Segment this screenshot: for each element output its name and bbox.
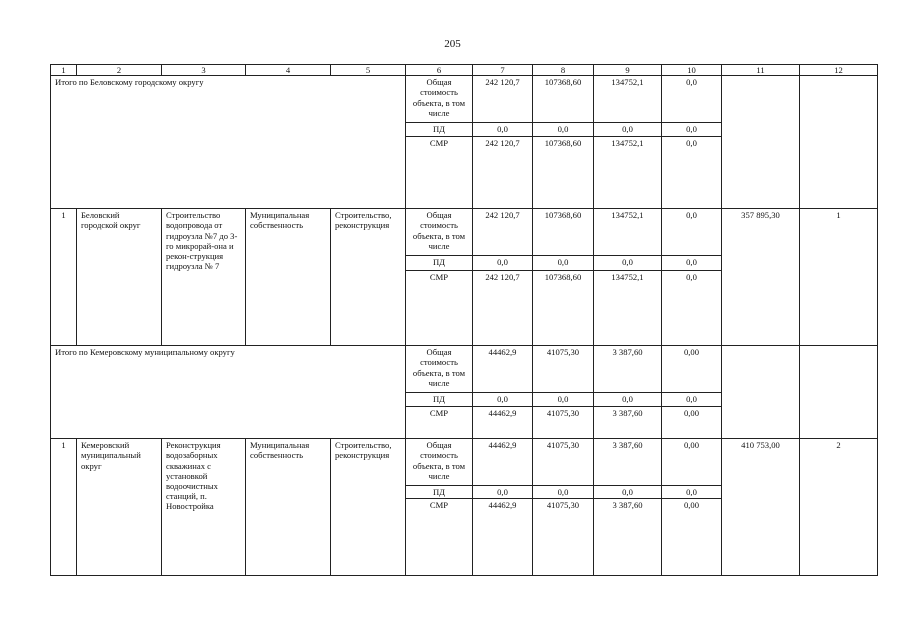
value-cell: 0,0	[662, 76, 722, 123]
header-cell: 2	[77, 65, 162, 76]
cost-type-cell: СМР	[406, 136, 473, 208]
total-row	[51, 76, 878, 123]
value-cell: 134752,1	[594, 76, 662, 123]
work-type-cell: Строительство, реконструкция	[331, 439, 406, 576]
value-cell: 134752,1	[594, 209, 662, 255]
value-cell: 1	[800, 209, 878, 346]
total-label: Итого по Кемеровскому муниципальному округу	[51, 346, 406, 439]
value-cell: 410 753,00	[722, 439, 800, 576]
value-cell: 3 387,60	[594, 439, 662, 485]
value-cell: 242 120,7	[473, 209, 533, 255]
value-cell: 242 120,7	[473, 136, 533, 208]
value-cell: 107368,60	[533, 136, 594, 208]
value-cell: 41075,30	[533, 439, 594, 485]
cost-type-cell: ПД	[406, 392, 473, 406]
object-row	[51, 209, 878, 255]
object-row	[51, 439, 878, 485]
value-cell: 0,0	[662, 271, 722, 346]
value-cell: 0,0	[662, 485, 722, 499]
cost-type-cell: ПД	[406, 122, 473, 136]
header-cell: 4	[246, 65, 331, 76]
value-cell: 0,0	[662, 136, 722, 208]
cost-type-cell: СМР	[406, 499, 473, 576]
value-cell: 0,0	[473, 122, 533, 136]
value-cell: 41075,30	[533, 499, 594, 576]
value-cell: 0,00	[662, 346, 722, 392]
value-cell: 41075,30	[533, 346, 594, 392]
value-cell: 0,0	[533, 122, 594, 136]
cost-type-cell: Общая стоимость объекта, в том числе	[406, 76, 473, 123]
row-number: 1	[51, 209, 77, 346]
value-cell: 0,00	[662, 406, 722, 439]
cost-type-cell: ПД	[406, 485, 473, 499]
value-cell: 0,0	[662, 209, 722, 255]
district-cell: Кемеровский муниципальный округ	[77, 439, 162, 576]
value-cell: 0,0	[473, 392, 533, 406]
cost-type-cell: ПД	[406, 255, 473, 271]
header-cell: 7	[473, 65, 533, 76]
value-cell: 3 387,60	[594, 346, 662, 392]
column-number-row	[51, 65, 878, 76]
empty-cell	[722, 346, 800, 439]
ownership-cell: Муниципальная собственность	[246, 209, 331, 346]
value-cell: 41075,30	[533, 406, 594, 439]
page-number: 205	[444, 38, 461, 50]
value-cell: 0,0	[473, 255, 533, 271]
empty-cell	[722, 76, 800, 209]
value-cell: 0,00	[662, 439, 722, 485]
value-cell: 357 895,30	[722, 209, 800, 346]
value-cell: 0,0	[594, 392, 662, 406]
cost-type-cell: СМР	[406, 271, 473, 346]
header-cell: 6	[406, 65, 473, 76]
value-cell: 107368,60	[533, 271, 594, 346]
work-type-cell: Строительство, реконструкция	[331, 209, 406, 346]
ownership-cell: Муниципальная собственность	[246, 439, 331, 576]
value-cell: 0,0	[594, 255, 662, 271]
value-cell: 0,0	[533, 485, 594, 499]
cost-type-cell: Общая стоимость объекта, в том числе	[406, 439, 473, 485]
empty-cell	[800, 346, 878, 439]
value-cell: 107368,60	[533, 209, 594, 255]
header-cell: 12	[800, 65, 878, 76]
header-cell: 1	[51, 65, 77, 76]
value-cell: 3 387,60	[594, 406, 662, 439]
cost-type-cell: Общая стоимость объекта, в том числе	[406, 209, 473, 255]
value-cell: 2	[800, 439, 878, 576]
value-cell: 134752,1	[594, 136, 662, 208]
value-cell: 0,0	[594, 485, 662, 499]
value-cell: 44462,9	[473, 499, 533, 576]
value-cell: 242 120,7	[473, 76, 533, 123]
row-number: 1	[51, 439, 77, 576]
header-cell: 11	[722, 65, 800, 76]
value-cell: 0,0	[662, 122, 722, 136]
value-cell: 44462,9	[473, 439, 533, 485]
value-cell: 44462,9	[473, 406, 533, 439]
total-label: Итого по Беловскому городскому округу	[51, 76, 406, 209]
value-cell: 3 387,60	[594, 499, 662, 576]
empty-cell	[800, 76, 878, 209]
cost-type-cell: СМР	[406, 406, 473, 439]
value-cell: 107368,60	[533, 76, 594, 123]
object-cell: Реконструкция водозаборных скважинах с установкой водоочистных станций, п. Новостройка	[162, 439, 246, 576]
header-cell: 9	[594, 65, 662, 76]
value-cell: 0,0	[533, 255, 594, 271]
total-row	[51, 346, 878, 392]
header-cell: 5	[331, 65, 406, 76]
cost-type-cell: Общая стоимость объекта, в том числе	[406, 346, 473, 392]
value-cell: 242 120,7	[473, 271, 533, 346]
object-cell: Строительство водопровода от гидроузла №7 до 3-го микрорай-она и рекон-струкция гидроузла № 7	[162, 209, 246, 346]
header-cell: 10	[662, 65, 722, 76]
value-cell: 0,0	[594, 122, 662, 136]
value-cell: 0,0	[662, 255, 722, 271]
value-cell: 0,0	[473, 485, 533, 499]
header-cell: 3	[162, 65, 246, 76]
value-cell: 134752,1	[594, 271, 662, 346]
value-cell: 44462,9	[473, 346, 533, 392]
district-cell: Беловский городской округ	[77, 209, 162, 346]
investment-table	[50, 64, 878, 576]
header-cell: 8	[533, 65, 594, 76]
value-cell: 0,0	[662, 392, 722, 406]
value-cell: 0,0	[533, 392, 594, 406]
value-cell: 0,00	[662, 499, 722, 576]
